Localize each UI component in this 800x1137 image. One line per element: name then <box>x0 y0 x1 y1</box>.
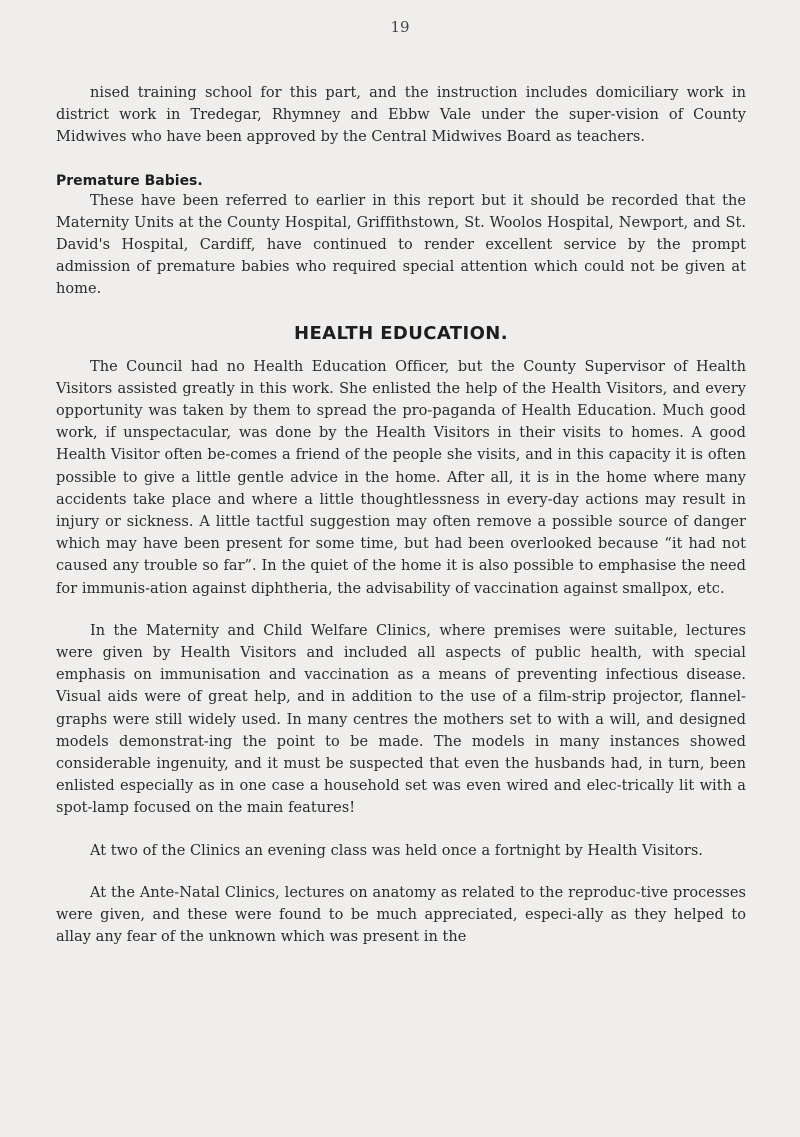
paragraph-ante-natal: At the Ante-Natal Clinics, lectures on anatomy as related to the reproduc-tive processes were given, and these were found to be much appreciated, especi-ally as they helped to allay any fear of the unknown which was present in the <box>56 884 746 946</box>
health-education-heading: HEALTH EDUCATION. <box>294 322 508 344</box>
paragraph-training-school: nised training school for this part, and the instruction includes domiciliary work in district work in Tredegar, Rhymney and Ebbw Vale under the super-vision of County Midwives who have been approved by the Central Midwives Board as teachers. <box>56 85 746 146</box>
page-body <box>56 82 746 949</box>
page-number: 19 <box>390 18 410 36</box>
paragraph-evening-class: At two of the Clinics an evening class was held once a fortnight by Health Visitors. <box>90 842 703 859</box>
paragraph-clinics-lectures: In the Maternity and Child Welfare Clinics, where premises were suitable, lectures were given by Health Visitors and included all aspects of public health, with special emphasis on immunisation and vaccination as a means of preventing infectious disease. Visual aids were of great help, and in addition to the use of a film-strip projector, flannel-graphs were still widely used. In many centres the mothers set to with a will, and designed models demonstrat-ing the point to be made. The models in many instances showed considerable ingenuity, and it must be suspected that even the husbands had, in turn, been enlisted especially as in one case a household set was even wired and elec-trically lit with a spot-lamp focused on the main features! <box>56 622 746 817</box>
paragraph-premature-babies: These have been referred to earlier in this report but it should be recorded that the Maternity Units at the County Hospital, Griffithstown, St. Woolos Hospital, Newport, and St. David's Hospital, Cardiff, have continued to render excellent service by the prompt admission of premature babies who required special attention which could not be given at home. <box>56 192 746 298</box>
paragraph-health-visitors: The Council had no Health Education Officer, but the County Supervisor of Health Visitors assisted greatly in this work. She enlisted the help of the Health Visitors, and every opportunity was taken by them to spread the pro-paganda of Health Education. Much good work, if unspectacular, was done by the Health Visitors in their visits to homes. A good Health Visitor often be-comes a friend of the people she visits, and in this capacity it is often possible to give a little gentle advice in the home. After all, it is in the home where many accidents take place and where a little thoughtlessness in every-day actions may result in injury or sickness. A little tactful suggestion may often remove a possible source of danger which may have been present for some time, but had been overlooked because “it had not caused any trouble so far”. In the quiet of the home it is also possible to emphasise the need for immunis-ation against diphtheria, the advisability of vaccination against smallpox, etc. <box>56 358 746 597</box>
premature-babies-heading: Premature Babies. <box>56 172 203 189</box>
